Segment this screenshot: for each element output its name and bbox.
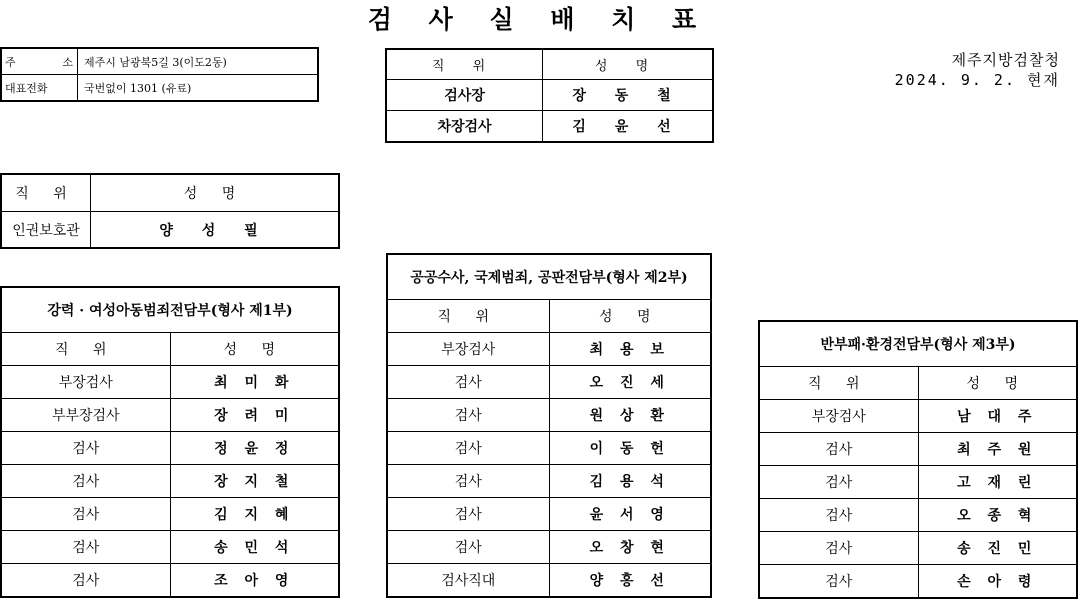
position-cell: 부장검사 bbox=[1, 366, 170, 399]
name-cell: 손 아 령 bbox=[918, 565, 1077, 599]
name-cell: 오 창 현 bbox=[549, 531, 711, 564]
name-cell: 양 홍 선 bbox=[549, 564, 711, 598]
table-header-row bbox=[387, 300, 711, 333]
name-cell: 장 동 철 bbox=[543, 80, 714, 111]
department-title-row bbox=[387, 254, 711, 300]
department-table-3 bbox=[758, 320, 1078, 599]
table-row bbox=[387, 366, 711, 399]
position-cell: 검사 bbox=[1, 432, 170, 465]
name-cell: 김 지 혜 bbox=[170, 498, 339, 531]
table-row bbox=[759, 466, 1077, 499]
name-cell: 양 성 필 bbox=[91, 212, 340, 249]
position-cell: 부부장검사 bbox=[1, 399, 170, 432]
position-cell: 검사 bbox=[759, 499, 918, 532]
position-cell: 검사장 bbox=[386, 80, 543, 111]
department-table-2 bbox=[386, 253, 712, 598]
position-cell: 검사 bbox=[759, 565, 918, 599]
department-title: 반부패·환경전담부(형사 제3부) bbox=[759, 321, 1077, 367]
leaders-table bbox=[385, 48, 714, 143]
column-header-name: 성 명 bbox=[170, 333, 339, 366]
position-cell: 검사 bbox=[387, 498, 549, 531]
phone-label: 대표전화 bbox=[1, 75, 78, 102]
department-table-1 bbox=[0, 286, 340, 598]
department-title-row bbox=[1, 287, 339, 333]
position-cell: 검사 bbox=[387, 465, 549, 498]
position-cell: 부장검사 bbox=[387, 333, 549, 366]
table-header-row bbox=[1, 333, 339, 366]
name-cell: 원 상 환 bbox=[549, 399, 711, 432]
position-cell: 인권보호관 bbox=[1, 212, 91, 249]
table-header-row bbox=[759, 367, 1077, 400]
address-value: 제주시 남광북5길 3(이도2동) bbox=[78, 48, 319, 75]
table-row bbox=[759, 565, 1077, 599]
table-row bbox=[1, 432, 339, 465]
name-cell: 조 아 영 bbox=[170, 564, 339, 598]
position-cell: 검사 bbox=[387, 366, 549, 399]
table-row bbox=[387, 333, 711, 366]
table-row bbox=[387, 498, 711, 531]
position-cell: 검사 bbox=[759, 466, 918, 499]
table-row bbox=[1, 48, 318, 75]
table-row bbox=[386, 111, 713, 143]
table-row bbox=[759, 532, 1077, 565]
position-cell: 검사직대 bbox=[387, 564, 549, 598]
name-cell: 남 대 주 bbox=[918, 400, 1077, 433]
column-header-name: 성 명 bbox=[549, 300, 711, 333]
table-row bbox=[387, 564, 711, 598]
table-header-row bbox=[1, 174, 339, 212]
department-title: 강력 · 여성아동범죄전담부(형사 제1부) bbox=[1, 287, 339, 333]
page-title: 검 사 실 배 치 표 bbox=[367, 5, 711, 34]
name-cell: 오 진 세 bbox=[549, 366, 711, 399]
table-row bbox=[759, 499, 1077, 532]
table-row bbox=[1, 564, 339, 598]
column-header-position: 직 위 bbox=[1, 333, 170, 366]
table-row bbox=[387, 531, 711, 564]
name-cell: 최 용 보 bbox=[549, 333, 711, 366]
table-row bbox=[1, 399, 339, 432]
position-cell: 차장검사 bbox=[386, 111, 543, 143]
phone-value: 국번없이 1301 (유료) bbox=[78, 75, 319, 102]
name-cell: 오 종 혁 bbox=[918, 499, 1077, 532]
position-cell: 부장검사 bbox=[759, 400, 918, 433]
table-row bbox=[1, 465, 339, 498]
contact-info-table bbox=[0, 47, 319, 102]
office-name: 제주지방검찰청 bbox=[951, 51, 1060, 69]
column-header-name: 성 명 bbox=[543, 49, 714, 80]
name-cell: 최 주 원 bbox=[918, 433, 1077, 466]
name-cell: 윤 서 영 bbox=[549, 498, 711, 531]
name-cell: 고 재 린 bbox=[918, 466, 1077, 499]
column-header-position: 직 위 bbox=[1, 174, 91, 212]
name-cell: 이 동 헌 bbox=[549, 432, 711, 465]
column-header-name: 성 명 bbox=[918, 367, 1077, 400]
position-cell: 검사 bbox=[759, 433, 918, 466]
table-row bbox=[1, 366, 339, 399]
name-cell: 김 윤 선 bbox=[543, 111, 714, 143]
position-cell: 검사 bbox=[387, 399, 549, 432]
table-row bbox=[386, 80, 713, 111]
table-row bbox=[1, 75, 318, 102]
position-cell: 검사 bbox=[1, 531, 170, 564]
address-label: 주 소 bbox=[1, 48, 78, 75]
department-title-row bbox=[759, 321, 1077, 367]
column-header-position: 직 위 bbox=[387, 300, 549, 333]
table-row bbox=[1, 212, 339, 249]
table-row bbox=[759, 433, 1077, 466]
table-row bbox=[387, 432, 711, 465]
position-cell: 검사 bbox=[387, 432, 549, 465]
column-header-position: 직 위 bbox=[386, 49, 543, 80]
department-title: 공공수사, 국제범죄, 공판전담부(형사 제2부) bbox=[387, 254, 711, 300]
position-cell: 검사 bbox=[1, 465, 170, 498]
column-header-name: 성 명 bbox=[91, 174, 340, 212]
table-row bbox=[387, 399, 711, 432]
column-header-position: 직 위 bbox=[759, 367, 918, 400]
position-cell: 검사 bbox=[1, 564, 170, 598]
name-cell: 송 민 석 bbox=[170, 531, 339, 564]
name-cell: 장 지 철 bbox=[170, 465, 339, 498]
office-date: 2024. 9. 2. 현재 bbox=[894, 71, 1060, 89]
name-cell: 송 진 민 bbox=[918, 532, 1077, 565]
position-cell: 검사 bbox=[759, 532, 918, 565]
office-block bbox=[895, 50, 1060, 90]
table-row bbox=[759, 400, 1077, 433]
name-cell: 정 윤 정 bbox=[170, 432, 339, 465]
position-cell: 검사 bbox=[387, 531, 549, 564]
table-header-row bbox=[386, 49, 713, 80]
table-row bbox=[1, 498, 339, 531]
name-cell: 최 미 화 bbox=[170, 366, 339, 399]
name-cell: 장 려 미 bbox=[170, 399, 339, 432]
position-cell: 검사 bbox=[1, 498, 170, 531]
table-row bbox=[1, 531, 339, 564]
table-row bbox=[387, 465, 711, 498]
name-cell: 김 용 석 bbox=[549, 465, 711, 498]
human-rights-table bbox=[0, 173, 340, 249]
